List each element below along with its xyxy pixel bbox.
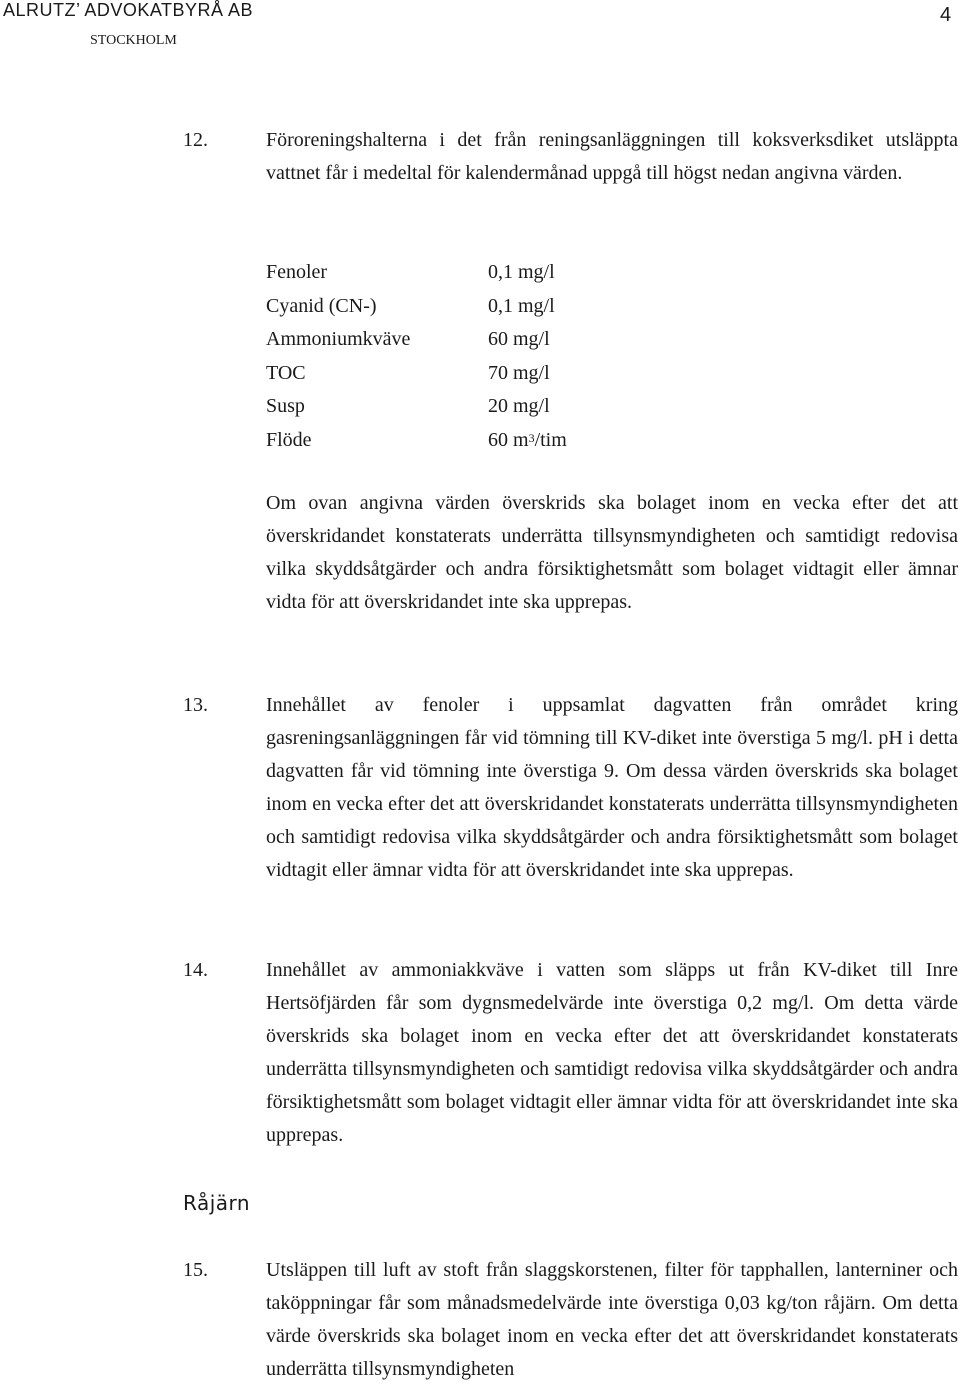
flow-value-unit: /tim [534,428,567,451]
section-14-number: 14. [183,959,208,981]
pollutant-value: 0,1 mg/l [488,261,555,283]
table-row [266,256,567,290]
pollutant-limits-table [266,256,567,457]
flow-value-exponent: 3 [528,430,535,445]
section-heading-rajarn: Råjärn [183,1191,251,1215]
section-12-followup: Om ovan angivna värden överskrids ska bolaget inom en vecka efter det att överskridandet konstaterats underrätta tillsynsmyndigheten och samtidigt redovisa vilka skyddsåtgärder och andra försiktighetsmått som bolaget vidtagit eller ämnar vidta för att överskridandet inte ska upprepas. [266,492,958,613]
section-12-number: 12. [183,129,208,151]
pollutant-name: Susp [266,395,305,417]
section-13-text: Innehållet av fenoler i uppsamlat dagvatten från området kring gasreningsanläggningen får vid tömning till KV-diket inte överstiga 5 mg/l. pH i detta dagvatten får vid tömning inte överstiga 9. Om dessa värden överskrids ska bolaget inom en vecka efter det att överskridandet konstaterats underrätta tillsynsmyndigheten och samtidigt redovisa vilka skyddsåtgärder och andra försiktighetsmått som bolaget vidtagit eller ämnar vidta för att överskridandet inte ska upprepas. [266,694,958,881]
table-row [266,390,567,424]
pollutant-name: Flöde [266,428,312,451]
pollutant-name: Fenoler [266,261,328,283]
pollutant-value: 70 mg/l [488,361,550,384]
section-14-text: Innehållet av ammoniakkväve i vatten som släpps ut från KV-diket till Inre Hertsöfjärden får som dygnsmedelvärde inte överstiga 0,2 mg/l. Om detta värde överskrids ska bolaget inom en vecka efter det att överskridandet konstaterats underrätta tillsynsmyndigheten och samtidigt redovisa vilka skyddsåtgärder och andra försiktighetsmått som bolaget vidtagit eller ämnar vidta för att överskridandet inte ska upprepas. [266,959,958,1146]
flow-value [488,424,567,458]
section-12-intro: Föroreningshalterna i det från reningsanläggningen till koksverksdiket utsläppta vattnet får i medeltal för kalendermånad uppgå till högst nedan angivna värden. [266,129,958,184]
section-15-text: Utsläppen till luft av stoft från slaggskorstenen, filter för tapphallen, lanterniner och taköppningar får som månadsmedelvärde inte överstiga 0,03 kg/ton råjärn. Om detta värde överskrids ska bolaget inom en vecka efter det att överskridandet konstaterats underrätta tillsynsmyndigheten [266,1259,958,1380]
firm-city: STOCKHOLM [90,33,177,48]
pollutant-value: 0,1 mg/l [488,294,555,317]
table-row [266,323,567,357]
flow-value-number: 60 m [488,428,529,451]
page-number: 4 [940,4,952,26]
pollutant-value: 20 mg/l [488,395,550,417]
pollutant-name: Cyanid (CN-) [266,294,377,317]
pollutant-name: Ammoniumkväve [266,328,411,350]
pollutant-value: 60 mg/l [488,328,550,350]
section-15-number: 15. [183,1259,208,1281]
table-row [266,357,567,391]
table-row [266,290,567,324]
firm-name: ALRUTZ’ ADVOKATBYRÅ AB [3,0,254,20]
section-13-number: 13. [183,694,208,716]
pollutant-name: TOC [266,361,306,384]
table-row [266,424,567,458]
